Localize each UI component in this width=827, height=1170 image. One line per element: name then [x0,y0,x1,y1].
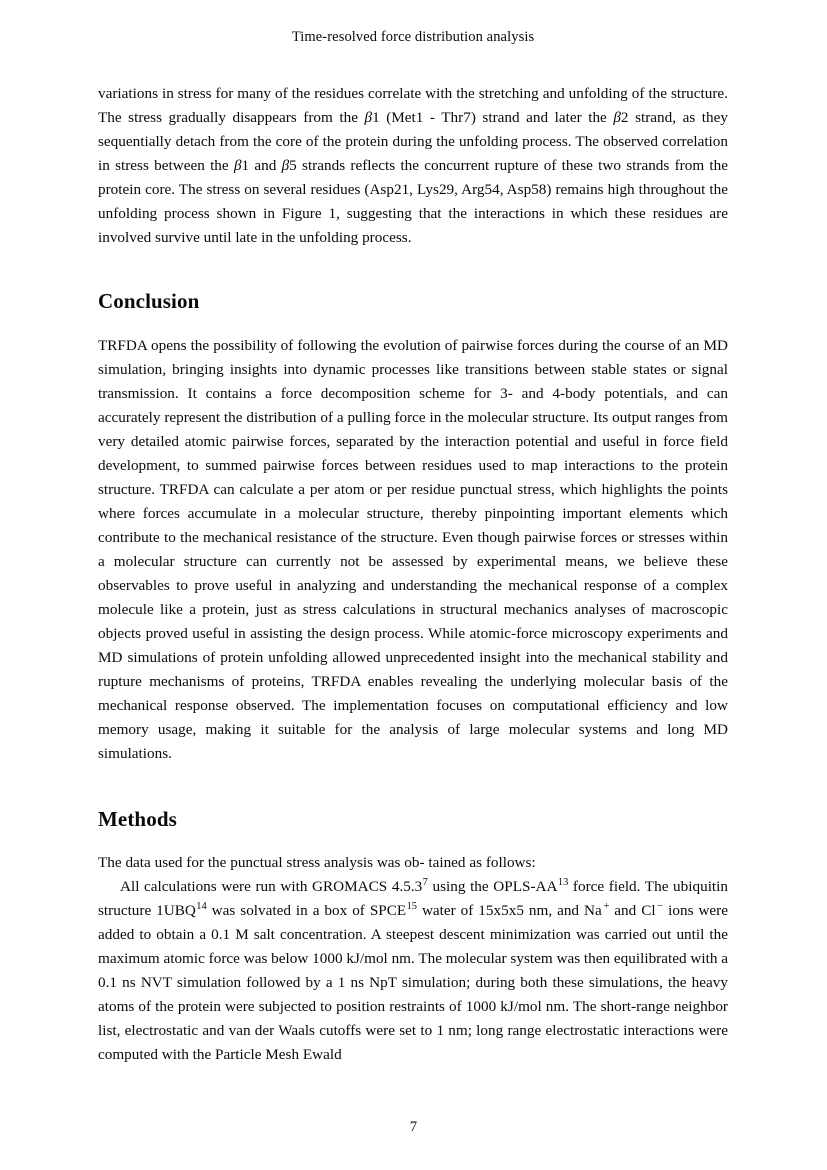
citation-ref-14: 14 [196,900,207,912]
beta-symbol-4: β [281,157,290,174]
methods-text-6: and Cl [609,902,656,919]
methods-paragraph-1: The data used for the punctual stress analysis was ob- tained as follows: [98,854,536,871]
citation-ref-15: 15 [406,900,417,912]
spacer-before-methods [98,766,728,806]
spacer-after-methods-heading [98,832,728,851]
methods-text-4: was solvated in a box of SPCE [206,902,407,919]
citation-ref-7: 7 [422,876,428,888]
paragraph-continued-text-1: variations in stress for many of the residues correlate with the stretching and unfolding of the structure. The stress gradually disappears from the [98,85,728,126]
paragraph-continued-text-2: 1 (Met1 - Thr7) strand and later the [372,109,614,126]
spacer-before-conclusion [98,250,728,288]
beta-symbol-2: β [613,109,621,126]
chloride-charge-superscript: − [657,900,664,912]
methods-text-5: water of 15x5x5 nm, and Na [416,902,602,919]
methods-text-1: All calculations were run with GROMACS 4.5.3 [120,878,423,895]
page-number: 7 [409,1119,418,1135]
paragraph-continued-text-5: 5 strands reflects the concurrent rupture of these two strands from the protein core. The stress on several residues (Asp21, Lys29, Arg54, Asp58) remains high throughout the unfolding process shown in Figure 1, suggesting that the interactions in which these residues are involved survive until late in the unfolding process. [98,157,728,246]
methods-text-7: ions were added to obtain a 0.1 M salt concentration. A steepest descent minimization was carried out until the maximum atomic force was below 1000 kJ/mol nm. The molecular system was then equilibrated with a 0.1 ns NVT simulation followed by a 1 ns NpT simulation; during both these simulations, the heavy atoms of the protein were subjected to position restraints of 1000 kJ/mol nm. The short-range neighbor list, electrostatic and van der Waals cutoffs were set to 1 nm; long range electrostatic interactions were computed with the Particle Mesh Ewald [98,902,728,1063]
spacer-after-conclusion-heading [98,314,728,334]
methods-text-2: using the OPLS-AA [427,878,558,895]
page-body-column [98,82,728,1067]
section-heading-methods: Methods [98,807,177,831]
sodium-charge-superscript: + [603,900,610,912]
section-heading-conclusion: Conclusion [98,289,200,313]
paragraph-continued-text-3: 2 strand, as they sequentially detach from the core of the protein during the unfolding process. The observed correlation in stress between the [98,109,728,174]
conclusion-paragraph: TRFDA opens the possibility of following the evolution of pairwise forces during the course of an MD simulation, bringing insights into dynamic processes like transitions between stable states or signal transmission. It contains a force decomposition scheme for 3- and 4-body potentials, and can accurately represent the distribution of a pulling force in the molecular structure. Its output ranges from very detailed atomic pairwise forces, separated by the interaction potential and useful in force field development, to summed pairwise forces between residues used to map interactions to the protein structure. TRFDA can calculate a per atom or per residue punctual stress, which highlights the points where forces accumulate in a molecular structure, thereby pinpointing important elements which contribute to the mechanical resistance of the structure. Even though pairwise forces or stresses within a molecular structure can currently not be assessed by experimental means, we believe these observables to prove useful in analyzing and understanding the mechanical response of a complex molecule like a protein, just as stress calculations in structural mechanics analyses of macroscopic objects proved useful in assisting the design process. While atomic-force microscopy experiments and MD simulations of protein unfolding allowed unprecedented insight into the mechanical stability and rupture mechanisms of proteins, TRFDA enables revealing the underlying molecular basis of the mechanical response observed. The implementation focuses on computational efficiency and low memory usage, making it suitable for the analysis of large molecular systems and long MD simulations. [98,337,728,762]
running-head: Time-resolved force distribution analysis [291,29,535,45]
methods-text-3: force field. The ubiquitin structure 1UBQ [98,878,728,919]
citation-ref-13: 13 [557,876,569,888]
beta-symbol-3: β [233,157,242,174]
paragraph-continued [98,82,728,250]
paragraph-continued-text-4: 1 and [241,157,282,174]
methods-paragraph-2 [98,875,728,1067]
beta-symbol-1: β [364,109,373,126]
